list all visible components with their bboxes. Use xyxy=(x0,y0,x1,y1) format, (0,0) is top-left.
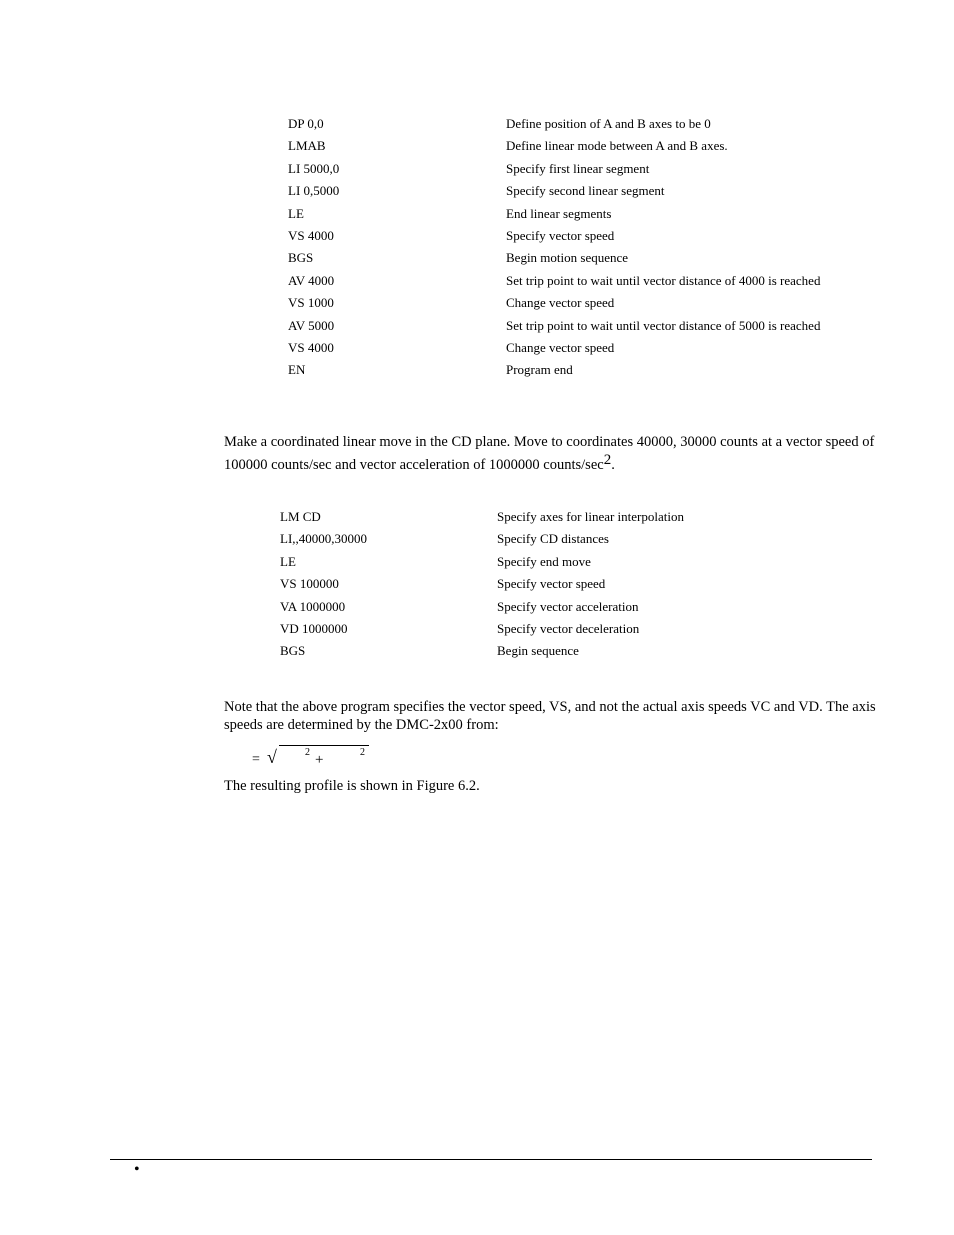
command-code: LMAB xyxy=(288,138,326,154)
footer-bullet: • xyxy=(134,1161,140,1178)
command-description: Program end xyxy=(506,362,573,378)
command-description: Begin sequence xyxy=(497,643,579,659)
command-code: BGS xyxy=(288,250,314,266)
command-code: LI 5000,0 xyxy=(288,160,340,176)
formula-plus: + xyxy=(315,752,324,768)
command-description: Specify vector speed xyxy=(497,576,606,592)
command-code: AV 5000 xyxy=(288,317,335,333)
command-description: Change vector speed xyxy=(506,339,615,355)
command-code: AV 4000 xyxy=(288,272,335,288)
command-description: Set trip point to wait until vector distance of 5000 is reached xyxy=(506,317,821,333)
paragraph-superscript: 2 xyxy=(603,452,612,468)
paragraph-resulting-profile: The resulting profile is shown in Figure 6.2. xyxy=(224,778,480,794)
command-description: Specify vector deceleration xyxy=(497,620,640,636)
paragraph-text: Make a coordinated linear move in the CD plane. Move to coordinates 40000, 30000 counts at a vector speed of 100000 counts/sec and vector acceleration of 1000000 counts/sec xyxy=(224,434,875,473)
command-code: VS 4000 xyxy=(288,227,334,243)
command-code: LE xyxy=(280,553,296,569)
command-code: VD 1000000 xyxy=(280,620,348,636)
footer-divider xyxy=(110,1159,872,1160)
command-description: Specify second linear segment xyxy=(506,183,665,199)
paragraph-cd-plane-move xyxy=(224,431,884,477)
command-description: Specify vector speed xyxy=(506,227,615,243)
command-code: VS 4000 xyxy=(288,339,334,355)
formula-vinculum xyxy=(279,745,369,746)
command-description: End linear segments xyxy=(506,205,612,221)
command-code: DP 0,0 xyxy=(288,116,324,131)
paragraph-tail: . xyxy=(611,457,615,473)
formula-exponent-1: 2 xyxy=(305,747,310,758)
command-code: LI 0,5000 xyxy=(288,183,340,199)
command-description: Specify vector acceleration xyxy=(497,598,639,614)
command-code: BGS xyxy=(280,643,306,659)
command-code: EN xyxy=(288,362,306,378)
command-description: Specify first linear segment xyxy=(506,160,650,176)
command-description: Define linear mode between A and B axes. xyxy=(506,138,728,154)
vector-speed-formula xyxy=(252,744,382,770)
command-description: Set trip point to wait until vector distance of 4000 is reached xyxy=(506,272,821,288)
command-description: Specify end move xyxy=(497,553,591,569)
command-code: VS 100000 xyxy=(280,576,339,592)
formula-radical: √ xyxy=(267,747,277,767)
formula-exponent-2: 2 xyxy=(360,747,365,758)
command-description: Specify axes for linear interpolation xyxy=(497,509,684,524)
command-description: Specify CD distances xyxy=(497,531,609,547)
command-code: LE xyxy=(288,205,304,221)
command-description: Define position of A and B axes to be 0 xyxy=(506,116,711,131)
command-code: LI,,40000,30000 xyxy=(280,531,368,547)
command-code: VS 1000 xyxy=(288,295,334,311)
command-code: LM CD xyxy=(280,509,321,524)
command-description: Change vector speed xyxy=(506,295,615,311)
formula-equals: = xyxy=(252,752,260,767)
paragraph-axis-speeds: Note that the above program specifies the vector speed, VS, and not the actual axis speeds VC and VD. The axis speeds are determined by the DMC-2x00 from: xyxy=(224,699,876,733)
command-code: VA 1000000 xyxy=(280,598,346,614)
command-description: Begin motion sequence xyxy=(506,250,629,266)
